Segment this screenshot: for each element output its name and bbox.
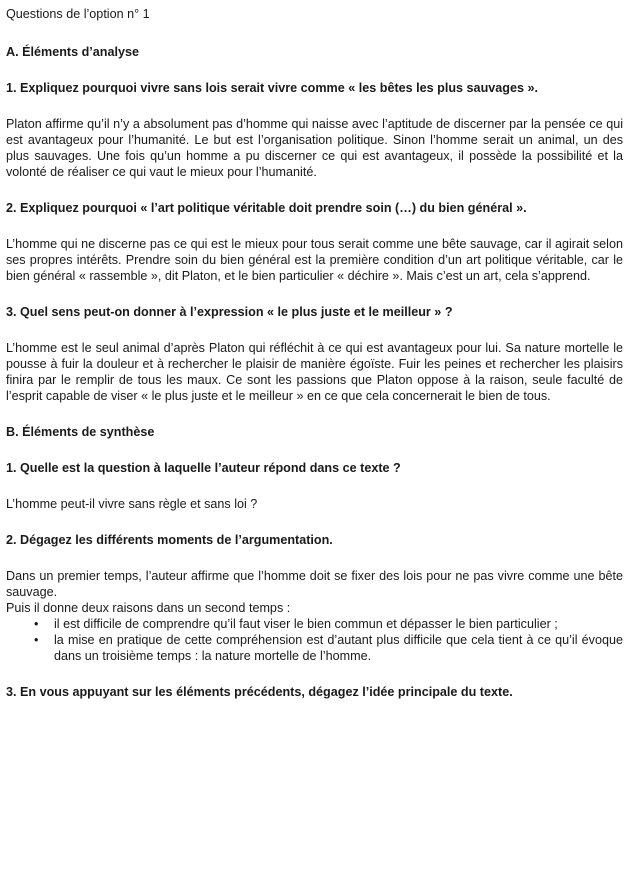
question-a1: 1. Expliquez pourquoi vivre sans lois serait vivre comme « les bêtes les plus sauvages ». xyxy=(6,81,538,95)
answer-b1: L’homme peut-il vivre sans règle et sans loi ? xyxy=(6,497,258,511)
answer-a2: L’homme qui ne discerne pas ce qui est le mieux pour tous serait comme une bête sauvage, car il agirait selon ses propres intérêts. Prendre soin du bien général est la première condition d’un art politique véritable, car le bien général « rassemble », dit Platon, et le bien particulier « déchire ». Mais c’est un art, cela s’apprend. xyxy=(6,237,623,283)
answer-a3: L’homme est le seul animal d’après Platon qui réfléchit à ce qui est avantageux pour lui. Sa nature mortelle le pousse à fuir la douleur et à rechercher le plaisir de manière égoïste. Fuir les peines et rechercher les plaisirs finira par le remplir de tous les maux. Ce sont les passions que Platon oppose à la raison, seule faculté de l’esprit capable de viser « le plus juste et le meilleur » en ce que cela concernerait le bien de tous. xyxy=(6,341,623,403)
answer-b2-list xyxy=(6,616,623,664)
answer-b2-then: Puis il donne deux raisons dans un second temps : xyxy=(6,601,291,615)
answer-a1: Platon affirme qu’il n’y a absolument pas d’homme qui naisse avec l’aptitude de discerner par la pensée ce qui est avantageux pour l’humanité. Le but est l’organisation politique. Sinon l’homme serait un animal, un des plus sauvages. Une fois qu’un homme a pu discerner ce qui est avantageux, il possède la possibilité et la volonté de réaliser ce qui vaut le mieux pour l’humanité. xyxy=(6,117,623,179)
question-b3: 3. En vous appuyant sur les éléments précédents, dégagez l’idée principale du texte. xyxy=(6,685,513,699)
question-a3: 3. Quel sens peut-on donner à l’expression « le plus juste et le meilleur » ? xyxy=(6,305,453,319)
list-item: • il est difficile de comprendre qu’il faut viser le bien commun et dépasser le bien particulier ; xyxy=(54,616,623,632)
answer-b2-intro: Dans un premier temps, l’auteur affirme que l’homme doit se fixer des lois pour ne pas vivre comme une bête sauvage. xyxy=(6,569,623,599)
section-b-heading: B. Éléments de synthèse xyxy=(6,425,155,439)
question-b1: 1. Quelle est la question à laquelle l’auteur répond dans ce texte ? xyxy=(6,461,401,475)
list-item: • la mise en pratique de cette compréhension est d’autant plus difficile que cela tient à ce qu’il évoque dans un troisième temps : la nature mortelle de l’homme. xyxy=(54,632,623,664)
section-a-heading: A. Éléments d’analyse xyxy=(6,45,139,59)
document-title: Questions de l’option n° 1 xyxy=(6,7,150,21)
question-a2: 2. Expliquez pourquoi « l’art politique véritable doit prendre soin (…) du bien général ». xyxy=(6,201,527,215)
question-b2: 2. Dégagez les différents moments de l’argumentation. xyxy=(6,533,333,547)
